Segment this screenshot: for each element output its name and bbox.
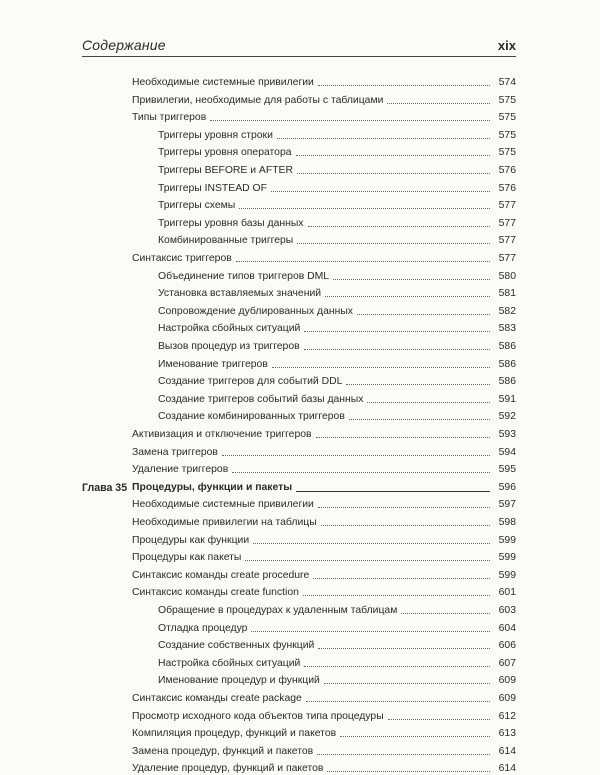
header-page-number: xix [497,38,516,53]
toc-entry-page: 576 [498,165,516,176]
toc-entry [132,459,516,476]
toc-entry-title: Процедуры как пакеты [132,552,242,564]
toc-entry [158,354,516,371]
toc-entry-page: 614 [498,745,516,757]
toc-entry-page: 599 [498,552,516,564]
dot-leader [318,85,490,86]
toc-entry-title: Необходимые системные привилегии [132,77,314,88]
dot-leader [236,261,490,262]
toc-entry-title: Триггеры уровня базы данных [158,217,304,229]
toc-entry-page: 581 [498,288,516,300]
dot-leader [387,103,490,104]
toc-entry [158,230,516,247]
toc-entry [132,512,516,529]
toc-entry [158,389,516,406]
toc-entry [132,688,516,705]
toc-entry-page: 575 [498,94,516,106]
dot-leader [388,719,490,720]
chapter-label: Глава 35 [82,481,128,494]
toc-entry [158,178,516,195]
dot-leader [304,331,490,332]
toc-entry [158,142,516,159]
toc-entry-title: Создание триггеров событий базы данных [158,393,364,405]
toc-entry [158,160,516,177]
toc-entry-page: 597 [498,499,516,511]
toc-entry [132,90,516,107]
toc-entry-title: Сопровождение дублированных данных [158,305,354,317]
toc-entry [158,371,516,388]
dot-leader [277,138,490,139]
toc-entry-page: 594 [498,446,516,458]
toc-entry-title: Типы триггеров [132,112,207,124]
toc-entry-title: Триггеры схемы [158,200,236,212]
toc-entry [158,336,516,353]
toc-entry-page: 599 [498,569,516,581]
dot-leader [346,384,490,385]
toc-entry-page: 593 [498,429,516,440]
dot-leader [304,666,490,667]
dot-leader [318,648,490,649]
header-title: Содержание [82,37,166,53]
dot-leader [271,191,490,192]
dot-leader [296,155,490,156]
toc-entry-page: 612 [498,710,516,722]
toc-entry [132,424,516,441]
dot-leader [297,173,490,174]
toc-entry-title: Отладка процедур [158,622,248,634]
toc-entry [158,213,516,230]
toc-entry-title: Синтаксис команды create function [132,587,299,599]
toc-entry-title: Процедуры как функции [132,534,250,546]
toc-entry [158,600,516,617]
toc-entry-title: Необходимые привилегии на таблицы [132,517,317,528]
dot-leader [313,578,490,579]
toc-entry [132,758,516,775]
toc-entry [132,107,516,124]
toc-entry [132,706,516,723]
dot-leader [251,631,490,632]
toc-entry [132,442,516,459]
toc-entry-title: Компиляция процедур, функций и пакетов [132,728,337,740]
toc-entry-title: Именование процедур и функций [158,675,320,687]
dot-leader [327,771,490,772]
toc-entry-page: 577 [498,217,516,229]
toc-entry-title: Синтаксис команды create package [132,693,302,704]
dot-leader [306,701,490,702]
toc-entry-page: 614 [498,763,516,775]
toc-entry-title: Объединение типов триггеров DML [158,270,330,282]
toc-entry-title: Триггеры уровня оператора [158,147,292,159]
toc-entry-title: Просмотр исходного кода объектов типа процедуры [132,710,384,722]
toc-entry-page: 575 [498,129,516,141]
toc-entry [158,266,516,283]
toc-entry-page: 591 [498,393,516,405]
toc-entry-page: 606 [498,640,516,652]
toc-entry-title: Триггеры BEFORE и AFTER [158,165,293,176]
toc-entry-title: Триггеры уровня строки [158,129,273,141]
toc-entry-title: Активизация и отключение триггеров [132,429,312,440]
dot-leader [340,736,490,737]
toc-entry [132,565,516,582]
toc-entry-page: 586 [498,341,516,352]
toc-entry-page: 609 [498,675,516,687]
toc-entry-page: 595 [498,464,516,476]
dot-leader [303,595,490,596]
toc-entry-title: Создание триггеров для событий DDL [158,376,343,388]
toc-entry-page: 596 [498,481,516,493]
dot-leader [239,208,490,209]
dot-leader [401,613,490,614]
toc-entry [132,547,516,564]
dot-leader [272,367,490,368]
toc-entry-page: 599 [498,534,516,546]
toc-entry [132,741,516,758]
toc-entry [158,653,516,670]
toc-entry-page: 575 [498,147,516,159]
toc-entry [158,283,516,300]
toc-entry [132,582,516,599]
toc-entry [132,72,516,89]
dot-leader [357,314,490,315]
toc-entry-page: 586 [498,376,516,388]
toc-entry-title: Создание комбинированных триггеров [158,411,345,423]
dot-leader [317,754,490,755]
toc-entry [158,670,516,687]
toc-entry-title: Вызов процедур из триггеров [158,341,300,352]
toc-entry-page: 592 [498,411,516,423]
dot-leader [304,349,490,350]
toc-entry-page: 577 [498,253,516,264]
dot-leader [253,543,490,544]
toc-entry-title: Синтаксис триггеров [132,253,232,264]
dot-leader [222,455,490,456]
toc-entry-page: 583 [498,323,516,335]
toc-entry-page: 577 [498,235,516,247]
toc-entry [158,635,516,652]
toc-entry [132,494,516,511]
toc-entry-page: 598 [498,517,516,528]
toc-entry-title: Синтаксис команды create procedure [132,569,310,581]
dot-leader [245,560,490,561]
toc-entry-title: Удаление процедур, функций и пакетов [132,763,324,775]
dot-leader [333,279,490,280]
toc-entry-title: Триггеры INSTEAD OF [158,182,267,194]
toc-entry-page: 607 [498,657,516,669]
toc-entry [158,125,516,142]
dot-leader [297,243,490,244]
chapter-entry [132,477,516,494]
toc-entry [158,406,516,423]
dot-leader [210,120,490,121]
dot-leader [296,491,490,492]
toc-entry [132,530,516,547]
toc-entry-page: 582 [498,305,516,317]
toc-entry-page: 575 [498,112,516,124]
toc-entry [158,318,516,335]
toc-entry-page: 574 [498,77,516,88]
toc-entry-title: Замена триггеров [132,446,218,458]
dot-leader [349,419,490,420]
toc-entry-title: Привилегии, необходимые для работы с таблицами [132,94,384,106]
toc-entry-title: Именование триггеров [158,358,268,370]
toc-entry-title: Установка вставляемых значений [158,288,322,300]
dot-leader [324,683,490,684]
dot-leader [367,402,490,403]
toc-entry [158,618,516,635]
toc-entry-title: Процедуры, функции и пакеты [132,481,293,493]
toc-entry-title: Обращение в процедурах к удаленным таблицам [158,605,398,616]
toc-entry-title: Настройка сбойных ситуаций [158,323,301,335]
dot-leader [325,296,490,297]
toc-entry [132,723,516,740]
toc-entry-page: 609 [498,693,516,704]
toc-entry-page: 577 [498,200,516,212]
dot-leader [316,437,490,438]
toc-entry-page: 586 [498,358,516,370]
toc-entry-page: 576 [498,182,516,194]
toc-entry [132,248,516,265]
toc-entry-page: 580 [498,270,516,282]
dot-leader [318,507,490,508]
toc-entry-title: Замена процедур, функций и пакетов [132,745,314,757]
toc-entry-title: Настройка сбойных ситуаций [158,657,301,669]
dot-leader [308,226,491,227]
toc-entry-page: 613 [498,728,516,740]
toc-entry [158,195,516,212]
toc-entry-title: Необходимые системные привилегии [132,499,314,511]
toc-entry-page: 603 [498,605,516,616]
toc-entry-title: Создание собственных функций [158,640,315,652]
toc-entry-title: Удаление триггеров [132,464,229,476]
toc-entry-title: Комбинированные триггеры [158,235,294,247]
dot-leader [321,525,490,526]
toc-entry [158,301,516,318]
dot-leader [232,472,490,473]
toc-entry-page: 604 [498,622,516,634]
toc-entry-page: 601 [498,587,516,599]
